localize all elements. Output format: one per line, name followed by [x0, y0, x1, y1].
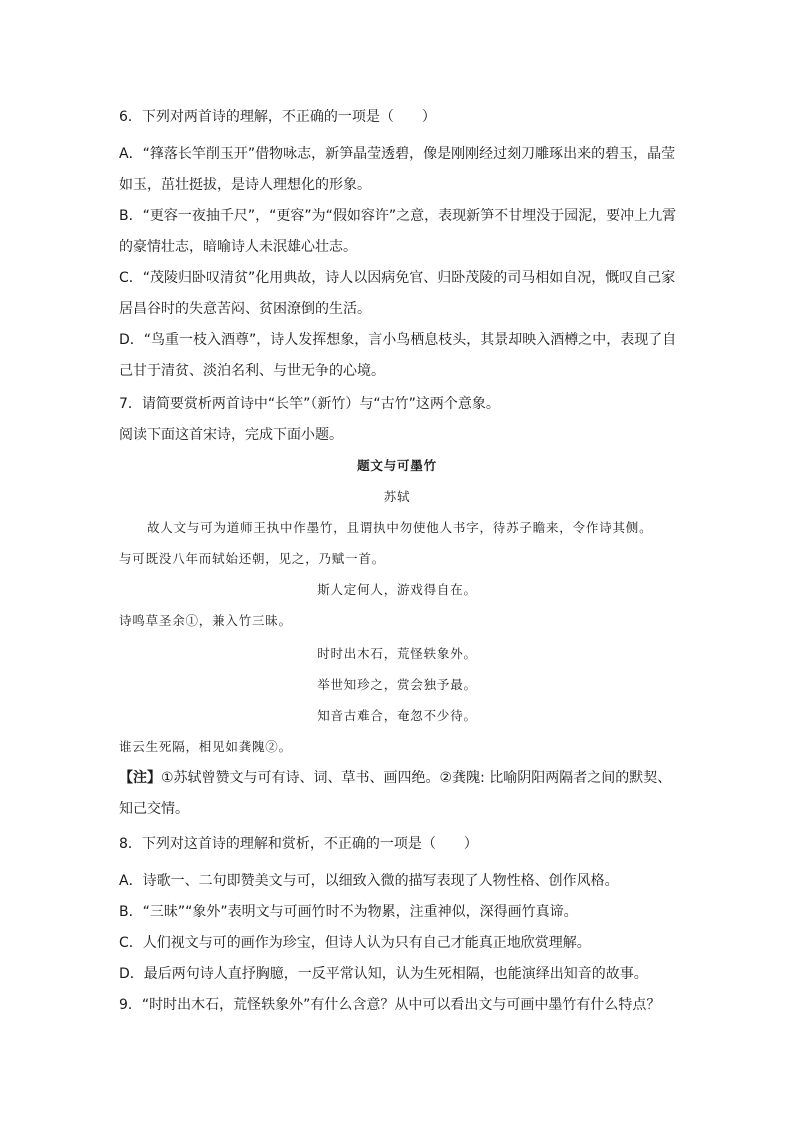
poem-verse-6: 谁云生死隔，相见如龚隗②。 — [119, 739, 292, 754]
poem-verse-5: 知音古难合，奄忽不少待。 — [317, 708, 477, 723]
poem-verse-3: 时时出木石，荒怪轶象外。 — [317, 646, 477, 661]
poem-preface-line-2: 与可既没八年而轼始还朝，见之，乃赋一首。 — [119, 551, 386, 566]
annotation-note-cont: 知己交情。 — [119, 801, 189, 817]
question-7-stem: 7．请简要赏析两首诗中“长竿”（新竹）与“古竹”这两个意象。 — [119, 396, 500, 412]
question-6-option-a: A．“箨落长竿削玉开”借物咏志，新笋晶莹透碧，像是刚刚经过刻刀雕琢出来的碧玉，晶莹 — [119, 146, 676, 162]
annotation-label: 【注】 — [119, 770, 161, 786]
question-6-option-c: C．“茂陵归卧叹清贫”化用典故，诗人以因病免官、归卧茂陵的司马相如自况，慨叹自己家 — [119, 270, 676, 286]
question-6-stem: 6．下列对两首诗的理解，不正确的一项是（ ） — [119, 109, 436, 125]
question-6-option-d-cont: 己甘于清贫、淡泊名利、与世无争的心境。 — [119, 363, 385, 379]
poem-verse-1: 斯人定何人，游戏得自在。 — [317, 582, 477, 597]
poem-verse-4: 举世知珍之，赏会独予最。 — [317, 677, 477, 692]
poem-author: 苏轼 — [383, 489, 411, 504]
question-6-option-d: D．“鸟重一枝入酒尊”，诗人发挥想象，言小鸟栖息枝头，其景却映入酒樽之中，表现了自 — [119, 332, 677, 348]
question-8-stem: 8．下列对这首诗的理解和赏析，不正确的一项是（ ） — [119, 836, 478, 852]
question-8-option-a: A．诗歌一、二句即赞美文与可，以细致入微的描写表现了人物性格、创作风格。 — [119, 873, 619, 889]
poem-title: 题文与可墨竹 — [357, 458, 437, 473]
question-6-option-b: B．“更容一夜抽千尺”，“更容”为“假如容许”之意，表现新笋不甘埋没于园泥，要冲上九霄 — [119, 208, 677, 224]
question-8-option-c: C．人们视文与可的画作为珍宝，但诗人认为只有自己才能真正地欣赏理解。 — [119, 935, 591, 951]
question-9-stem: 9．“时时出木石，荒怪轶象外”有什么含意？从中可以看出文与可画中墨竹有什么特点？ — [119, 997, 661, 1013]
question-6-option-b-cont: 的豪情壮志，暗喻诗人未泯雄心壮志。 — [119, 239, 357, 255]
question-6-option-a-cont: 如玉，茁壮挺拔，是诗人理想化的形象。 — [119, 177, 371, 193]
question-8-option-d: D．最后两句诗人直抒胸臆，一反平常认知，认为生死相隔，也能演绎出知音的故事。 — [119, 966, 648, 982]
reading-intro: 阅读下面这首宋诗，完成下面小题。 — [119, 427, 343, 443]
poem-preface-line-1: 故人文与可为道师王执中作墨竹，且谓执中勿使他人书字，待苏子瞻来，令作诗其侧。 — [147, 520, 653, 535]
annotation-note — [119, 768, 679, 788]
question-6-option-c-cont: 居昌谷时的失意苦闷、贫困潦倒的生活。 — [119, 301, 371, 317]
annotation-text: ①苏轼曾赞文与可有诗、词、草书、画四绝。②龚隗: 比喻阴阳两隔者之间的默契、 — [161, 770, 672, 786]
question-8-option-b: B．“三昧”“象外”表明文与可画竹时不为物累，注重神似，深得画竹真谛。 — [119, 904, 578, 920]
poem-verse-2: 诗鸣草圣余①，兼入竹三昧。 — [119, 613, 292, 628]
